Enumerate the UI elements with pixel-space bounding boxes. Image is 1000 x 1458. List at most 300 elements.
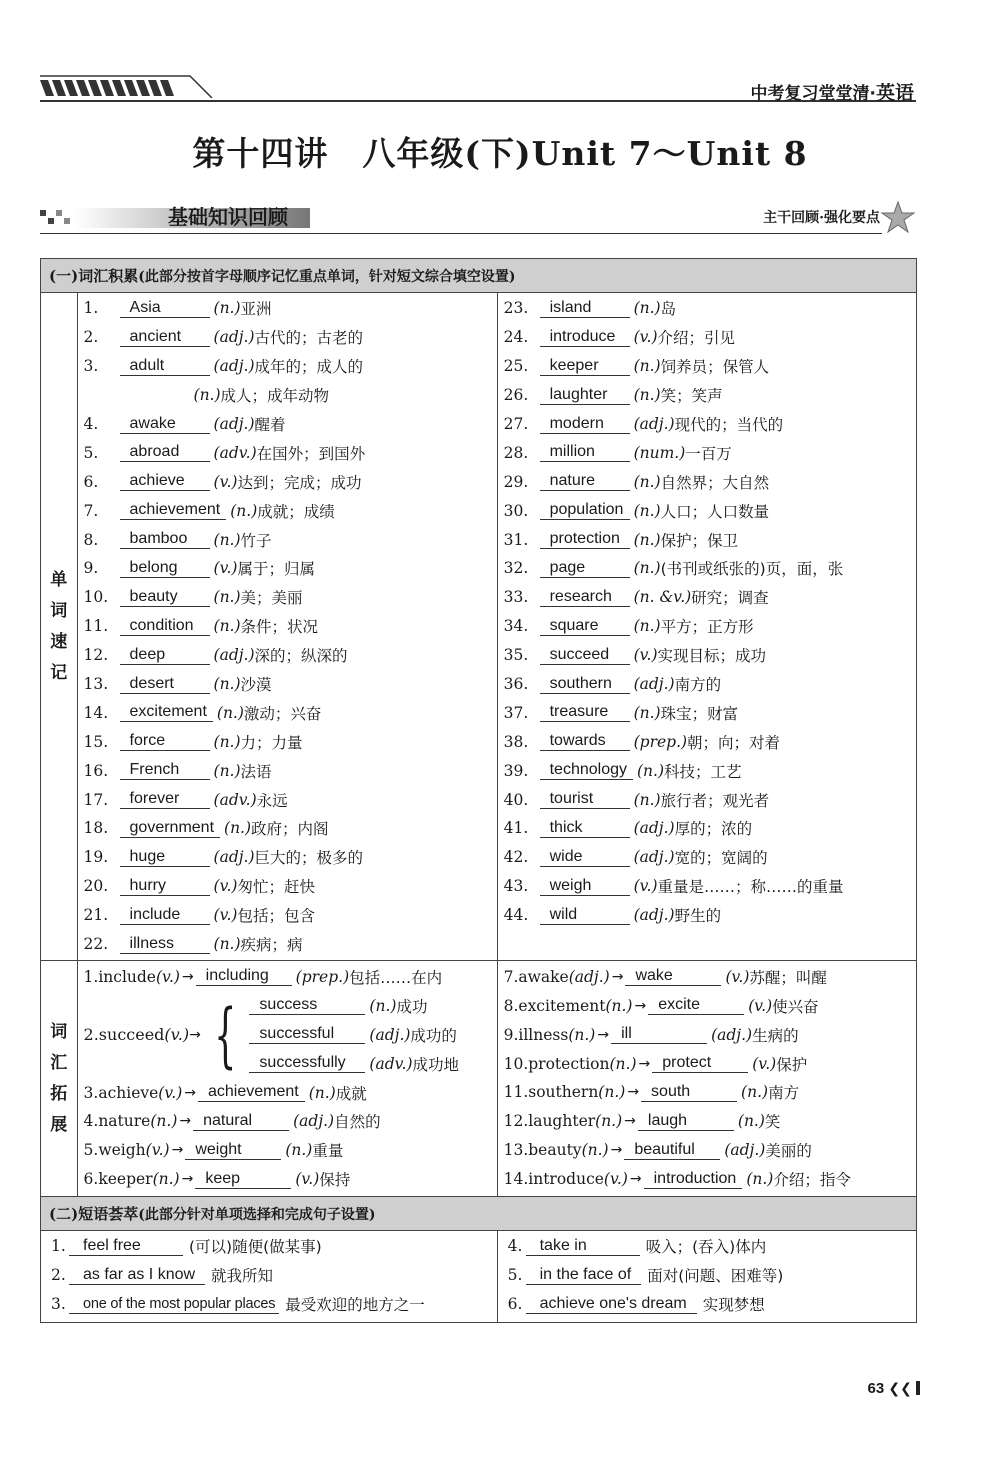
item-number: 37. xyxy=(503,703,529,722)
chinese-meaning: 使兴奋 xyxy=(772,997,819,1016)
part-of-speech: (adj.) xyxy=(293,1112,335,1131)
answer-blank: achieve xyxy=(120,472,210,491)
answer-blank: illness xyxy=(120,935,210,954)
answer-blank: beautiful xyxy=(624,1141,720,1160)
part-of-speech: (adj.) xyxy=(633,675,675,694)
vocab-item xyxy=(78,843,497,872)
item-number: 2. xyxy=(51,1266,66,1285)
chinese-meaning: 沙漠 xyxy=(240,676,272,695)
chinese-meaning: 人口；人口数量 xyxy=(660,502,770,521)
chinese-meaning: 研究；调查 xyxy=(691,589,769,608)
vocab-item xyxy=(498,323,916,352)
part-of-speech: (v.) xyxy=(213,559,238,578)
item-number: 28. xyxy=(503,443,529,462)
chinese-meaning: 笑；笑声 xyxy=(660,387,723,406)
vocab-item xyxy=(78,612,497,641)
answer-blank: in the face of xyxy=(526,1266,642,1285)
item-number: 38. xyxy=(503,732,529,751)
section-title: 基础知识回顾 xyxy=(168,205,288,229)
vocab-item xyxy=(498,496,916,525)
chinese-meaning: 激动；兴奋 xyxy=(243,704,322,723)
item-number: 29. xyxy=(503,472,529,491)
part-of-speech: (n.) xyxy=(213,588,241,607)
item-number: 43. xyxy=(503,877,529,896)
vocab-item xyxy=(498,583,916,612)
star-icon xyxy=(880,200,916,236)
vocab-item xyxy=(78,785,497,814)
item-number: 14. xyxy=(83,703,109,722)
part-of-speech: (n.) xyxy=(369,996,397,1015)
arrow-icon: → xyxy=(611,968,624,985)
item-number: 13. xyxy=(503,1141,529,1160)
part-of-speech: (n.) xyxy=(737,1112,765,1131)
part-of-speech: (v.) xyxy=(213,877,238,896)
answer-blank: bamboo xyxy=(120,530,210,549)
item-number: 13. xyxy=(83,675,109,694)
chinese-meaning: 永远 xyxy=(256,791,288,810)
answer-blank: keeper xyxy=(540,357,630,376)
part-of-speech: (n.) xyxy=(213,299,241,318)
item-number: 19. xyxy=(83,848,109,867)
chinese-meaning: 实现梦想 xyxy=(702,1296,765,1315)
chinese-meaning: 达到；完成；成功 xyxy=(237,473,362,492)
part-of-speech: (n.) xyxy=(633,617,661,636)
chinese-meaning: 宽的；宽阔的 xyxy=(674,849,768,868)
chinese-meaning: 厚的；浓的 xyxy=(674,820,753,839)
answer-blank: huge xyxy=(120,848,210,867)
item-number: 7. xyxy=(503,967,519,986)
part-of-speech: (v.) xyxy=(633,328,658,347)
chinese-meaning: 成功 xyxy=(396,997,428,1016)
item-number: 3. xyxy=(51,1295,66,1314)
chinese-meaning: 重量 xyxy=(312,1142,344,1161)
vocab-item xyxy=(498,872,916,901)
vocab-item xyxy=(498,381,916,410)
item-number: 35. xyxy=(503,646,529,665)
vocab-item xyxy=(78,438,497,467)
base-part-of-speech: (n.) xyxy=(605,996,633,1015)
vocab-item xyxy=(498,727,916,756)
chinese-meaning: 政府；内阁 xyxy=(251,820,329,839)
answer-blank: weigh xyxy=(540,877,630,896)
vocab-item xyxy=(78,670,497,699)
arrow-icon: → xyxy=(184,1084,196,1101)
answer-blank: French xyxy=(120,761,210,780)
chinese-meaning: 竹子 xyxy=(240,531,272,550)
knowledge-table xyxy=(40,258,917,1323)
part-of-speech: (n.) xyxy=(213,935,241,954)
base-word: laughter xyxy=(528,1112,596,1131)
expand-item xyxy=(78,1165,497,1194)
chinese-meaning: 现代的；当代的 xyxy=(674,416,784,434)
vocab-item xyxy=(78,698,497,727)
item-number: 16. xyxy=(83,761,109,780)
chinese-meaning: 最受欢迎的地方之一 xyxy=(285,1296,425,1315)
chinese-meaning: 成人；成年动物 xyxy=(220,387,330,406)
vocab-item xyxy=(78,294,497,323)
item-number: 11. xyxy=(83,617,109,636)
part-of-speech: (adv.) xyxy=(213,790,257,809)
vocab-item xyxy=(498,670,916,699)
chinese-meaning: 苏醒；叫醒 xyxy=(749,968,827,987)
vocab-item xyxy=(78,641,497,670)
vocab-right-column xyxy=(497,293,916,961)
phrase-item xyxy=(41,1290,497,1319)
expand-item-succeed: 2. succeed (v.) → { success (n.) 成功 successful (adj.) 成功的 successfully (adv.) 成功地 xyxy=(78,991,497,1078)
phrase-left-column xyxy=(41,1230,498,1322)
base-part-of-speech: (adj.) xyxy=(568,967,610,986)
answer-blank: one of the most popular places xyxy=(69,1295,279,1314)
vocab-header: (一)词汇积累(此部分按首字母顺序记忆重点单词，针对短文综合填空设置) xyxy=(41,259,917,293)
chinese-meaning: 自然的 xyxy=(334,1113,381,1132)
vocab-item xyxy=(498,756,916,785)
item-number: 20. xyxy=(83,877,109,896)
bar-icon xyxy=(916,1381,920,1395)
part-of-speech: (adj.) xyxy=(633,848,675,867)
chinese-meaning: 吸入；(吞入)体内 xyxy=(645,1238,767,1257)
item-number: 3. xyxy=(83,1083,99,1102)
vocab-left-column xyxy=(77,293,497,961)
chinese-meaning: 属于；归属 xyxy=(237,560,315,579)
answer-blank: island xyxy=(540,299,630,318)
part-of-speech: (n.) xyxy=(230,501,258,520)
chinese-meaning: 疾病；病 xyxy=(240,936,303,955)
phrase-item xyxy=(41,1261,497,1290)
answer-blank: including xyxy=(196,967,292,986)
answer-blank: south xyxy=(641,1083,737,1102)
chinese-meaning: 就我所知 xyxy=(211,1267,274,1286)
phrase-item xyxy=(498,1232,916,1261)
part-of-speech: (v.) xyxy=(633,877,658,896)
part-of-speech: (adj.) xyxy=(213,646,255,665)
answer-blank: southern xyxy=(540,675,630,694)
part-of-speech: (v.) xyxy=(752,1054,777,1073)
answer-blank: protection xyxy=(540,530,630,549)
vocab-item xyxy=(498,814,916,843)
base-word: weigh xyxy=(98,1141,146,1160)
answer-blank: tourist xyxy=(540,790,630,809)
part-of-speech: (adj.) xyxy=(369,1025,411,1044)
vocab-item xyxy=(498,438,916,467)
brace-icon: { xyxy=(214,993,237,1076)
expand-item xyxy=(78,1078,497,1107)
base-word: protection xyxy=(528,1054,610,1073)
brace-branch xyxy=(249,1020,459,1049)
answer-blank: force xyxy=(120,732,210,751)
answer-blank: excitement xyxy=(120,703,213,722)
part-of-speech: (adv.) xyxy=(369,1054,413,1073)
item-number: 8. xyxy=(503,996,519,1015)
arrow-icon: → xyxy=(638,1055,651,1072)
item-number: 1. xyxy=(51,1237,66,1256)
answer-blank: square xyxy=(540,617,630,636)
chinese-meaning: 保护 xyxy=(776,1055,808,1074)
answer-blank: beauty xyxy=(120,588,210,607)
part-of-speech: (adj.) xyxy=(213,357,255,376)
vocab-item xyxy=(78,930,497,959)
answer-blank: ill xyxy=(611,1025,707,1044)
base-word: introduce xyxy=(528,1170,604,1189)
vocab-item xyxy=(78,814,497,843)
answer-blank: excite xyxy=(648,996,744,1015)
arrow-icon: → xyxy=(624,1113,636,1130)
chinese-meaning: 野生的 xyxy=(674,907,722,926)
part-of-speech: (v.) xyxy=(748,996,773,1015)
chinese-meaning: 法语 xyxy=(240,762,272,781)
chinese-meaning: 成就 xyxy=(335,1084,367,1103)
part-of-speech: (v.) xyxy=(213,906,238,925)
chinese-meaning: 成就；成绩 xyxy=(257,502,335,521)
item-number: 32. xyxy=(503,559,529,578)
chinese-meaning: 条件；状况 xyxy=(240,618,319,637)
base-part-of-speech: (n.) xyxy=(150,1112,178,1131)
vocab-section xyxy=(41,293,917,961)
answer-blank: Asia xyxy=(120,299,210,318)
arrow-icon: → xyxy=(629,1171,642,1188)
page-number: 63 ❮❮ xyxy=(868,1380,921,1397)
item-number: 4. xyxy=(83,415,99,433)
base-part-of-speech: (v.) xyxy=(158,1083,183,1102)
answer-blank: thick xyxy=(540,819,630,838)
item-number: 6. xyxy=(83,1170,99,1189)
arrow-icon: → xyxy=(627,1084,640,1101)
item-number: 4. xyxy=(507,1237,523,1256)
answer-blank: introduction xyxy=(644,1170,743,1189)
item-number: 6. xyxy=(83,472,99,491)
answer-blank: take in xyxy=(526,1237,640,1256)
item-number: 3. xyxy=(83,357,99,376)
answer-blank: as far as I know xyxy=(69,1266,205,1285)
answer-blank: condition xyxy=(120,617,210,636)
base-part-of-speech: (n.) xyxy=(581,1141,609,1160)
part-of-speech: (n.) xyxy=(636,761,664,780)
expand-item xyxy=(498,962,916,991)
chinese-meaning: 朝；向；对着 xyxy=(687,733,781,752)
part-of-speech: (n.) xyxy=(216,703,244,722)
expand-item xyxy=(498,1165,916,1194)
item-number: 15. xyxy=(83,732,109,751)
item-number: 25. xyxy=(503,357,529,376)
vocab-item xyxy=(498,901,916,930)
part-of-speech: (n.) xyxy=(633,386,661,405)
phrase-item xyxy=(498,1290,916,1319)
chinese-meaning: 平方；正方形 xyxy=(660,618,754,637)
vocab-item xyxy=(498,352,916,381)
answer-blank: include xyxy=(120,906,210,925)
expand-item xyxy=(498,1049,916,1078)
expand-item xyxy=(78,1136,497,1165)
item-number: 42. xyxy=(503,848,529,867)
chinese-meaning: 科技；工艺 xyxy=(664,762,742,781)
base-part-of-speech: (v.) xyxy=(145,1141,170,1160)
item-number: 40. xyxy=(503,790,529,809)
answer-blank: succeed xyxy=(540,646,630,665)
base-word: southern xyxy=(528,1083,599,1102)
answer-blank: successfully xyxy=(249,1054,365,1073)
chinese-meaning: 成功地 xyxy=(412,1055,460,1074)
part-of-speech: (n.) xyxy=(633,530,661,549)
vocab-item xyxy=(78,727,497,756)
chinese-meaning: 美丽的 xyxy=(765,1142,812,1161)
item-number: 23. xyxy=(503,299,529,318)
phrase-item xyxy=(41,1232,497,1261)
item-number: 10. xyxy=(503,1054,529,1073)
expand-item xyxy=(498,1107,916,1136)
arrow-icon: → xyxy=(181,968,194,985)
part-of-speech: (n.) xyxy=(308,1083,336,1102)
part-of-speech: (n.) xyxy=(633,357,661,376)
answer-blank: desert xyxy=(120,675,210,694)
vocab-item xyxy=(498,294,916,323)
answer-blank: modern xyxy=(540,415,630,434)
phrase-item xyxy=(498,1261,916,1290)
vocab-item xyxy=(78,901,497,930)
chinese-meaning: 南方的 xyxy=(674,676,722,695)
chinese-meaning: 介绍；引见 xyxy=(657,329,736,348)
section-rule xyxy=(40,233,882,234)
answer-blank: achievement xyxy=(120,501,227,520)
item-number: 24. xyxy=(503,328,529,347)
item-number: 6. xyxy=(507,1295,523,1314)
answer-blank: laughter xyxy=(540,386,630,405)
vocab-item xyxy=(78,352,497,381)
part-of-speech: (n. &v.) xyxy=(633,588,692,607)
answer-blank: successful xyxy=(249,1025,365,1044)
item-number: 9. xyxy=(83,559,99,578)
answer-blank: abroad xyxy=(120,443,210,462)
vocab-item xyxy=(78,410,497,439)
item-number: 22. xyxy=(83,935,109,954)
base-word: beauty xyxy=(528,1141,582,1160)
chinese-meaning: 生病的 xyxy=(752,1026,799,1045)
chinese-meaning: (书刊或纸张的)页，面，张 xyxy=(660,560,844,579)
arrow-icon: → xyxy=(181,1171,194,1188)
part-of-speech: (n.) xyxy=(633,501,661,520)
item-number: 31. xyxy=(503,530,529,549)
answer-blank: introduce xyxy=(540,328,630,347)
section-right-label: 主干回顾·强化要点 xyxy=(763,210,880,226)
phrase-section xyxy=(41,1230,917,1322)
vocab-item xyxy=(498,612,916,641)
part-of-speech: (n.) xyxy=(193,386,221,405)
part-of-speech: (n.) xyxy=(746,1170,774,1189)
vocab-item xyxy=(498,467,916,496)
answer-blank: million xyxy=(540,443,630,462)
phrase-header: (二)短语荟萃(此部分针对单项选择和完成句子设置) xyxy=(41,1196,917,1230)
chinese-meaning: 美；美丽 xyxy=(240,589,303,608)
answer-blank: weight xyxy=(185,1141,281,1160)
double-chevron-icon: ❮❮ xyxy=(888,1381,912,1397)
answer-blank: research xyxy=(540,588,630,607)
lecture-title: 第十四讲 八年级(下)Unit 7～Unit 8 xyxy=(192,134,808,173)
item-number: 26. xyxy=(503,386,529,405)
item-number: 5. xyxy=(83,1141,99,1160)
base-part-of-speech: (n.) xyxy=(152,1170,180,1189)
item-number: 5. xyxy=(83,443,99,462)
base-word: awake xyxy=(518,967,569,986)
base-part-of-speech: (n.) xyxy=(598,1083,626,1102)
arrow-icon: → xyxy=(179,1113,192,1130)
item-number: 9. xyxy=(503,1025,519,1044)
expand-item xyxy=(498,991,916,1020)
item-number: 12. xyxy=(83,646,109,665)
answer-blank: feel free xyxy=(69,1237,183,1256)
part-of-speech: (v.) xyxy=(213,472,238,491)
answer-blank: government xyxy=(120,819,221,838)
brace-branches xyxy=(249,991,459,1078)
answer-blank: deep xyxy=(120,646,210,665)
answer-blank: treasure xyxy=(540,703,630,722)
vocab-item xyxy=(498,785,916,814)
expand-item xyxy=(78,1107,497,1136)
part-of-speech: (adj.) xyxy=(633,819,675,838)
item-number: 14. xyxy=(503,1170,529,1189)
answer-blank: wild xyxy=(540,906,630,925)
vocab-side-label: 单 词 速 记 xyxy=(41,293,78,961)
part-of-speech: (adj.) xyxy=(213,328,255,347)
vocab-item xyxy=(78,872,497,901)
chinese-meaning: 珠宝；财富 xyxy=(660,704,739,723)
brace-branch xyxy=(249,991,459,1020)
part-of-speech: (n.) xyxy=(213,530,241,549)
item-number: 1. xyxy=(83,299,99,318)
arrow-icon: → xyxy=(634,997,647,1014)
chinese-meaning: 成功的 xyxy=(410,1026,457,1045)
chinese-meaning: 面对(问题、困难等) xyxy=(647,1267,784,1286)
answer-blank: forever xyxy=(120,790,210,809)
answer-blank: ancient xyxy=(120,328,210,347)
answer-blank: awake xyxy=(120,415,210,434)
part-of-speech: (n.) xyxy=(633,299,661,318)
chinese-meaning: (可以)随便(做某事) xyxy=(189,1238,322,1257)
chinese-meaning: 巨大的；极多的 xyxy=(254,849,364,868)
header-stripe-decoration xyxy=(40,74,215,98)
part-of-speech: (adj.) xyxy=(633,906,675,925)
answer-blank: belong xyxy=(120,559,210,578)
part-of-speech: (adj.) xyxy=(633,415,675,433)
expand-item: 1. include (v.) → including (prep.) 包括……在内 xyxy=(83,967,443,987)
answer-blank: page xyxy=(540,559,630,578)
chinese-meaning: 介绍；指令 xyxy=(773,1171,851,1190)
part-of-speech: (v.) xyxy=(633,646,658,665)
item-number: 33. xyxy=(503,588,529,607)
arrow-icon: → xyxy=(171,1142,184,1159)
part-of-speech: (n.) xyxy=(213,761,241,780)
base-word: keeper xyxy=(98,1170,153,1189)
chinese-meaning: 匆忙；赶快 xyxy=(237,878,315,897)
item-number: 21. xyxy=(83,906,109,925)
vocab-item xyxy=(498,525,916,554)
arrow-icon: → xyxy=(597,1026,610,1043)
item-number: 5. xyxy=(507,1266,523,1285)
vocab-header-row xyxy=(41,259,917,293)
vocab-item xyxy=(498,698,916,727)
expand-right-column xyxy=(497,961,916,1196)
item-number: 7. xyxy=(83,501,99,520)
part-of-speech: (n.) xyxy=(633,559,661,578)
item-number: 4. xyxy=(83,1112,99,1131)
vocab-item xyxy=(78,554,497,583)
chinese-meaning: 岛 xyxy=(660,300,677,319)
chinese-meaning: 一百万 xyxy=(685,444,732,463)
item-number: 41. xyxy=(503,819,529,838)
part-of-speech: (n.) xyxy=(633,472,661,491)
brace-branch xyxy=(249,1049,459,1078)
part-of-speech: (adj.) xyxy=(213,848,255,867)
chinese-meaning: 南方 xyxy=(768,1084,800,1103)
chinese-meaning: 自然界；大自然 xyxy=(660,473,770,492)
vocab-item xyxy=(78,323,497,352)
